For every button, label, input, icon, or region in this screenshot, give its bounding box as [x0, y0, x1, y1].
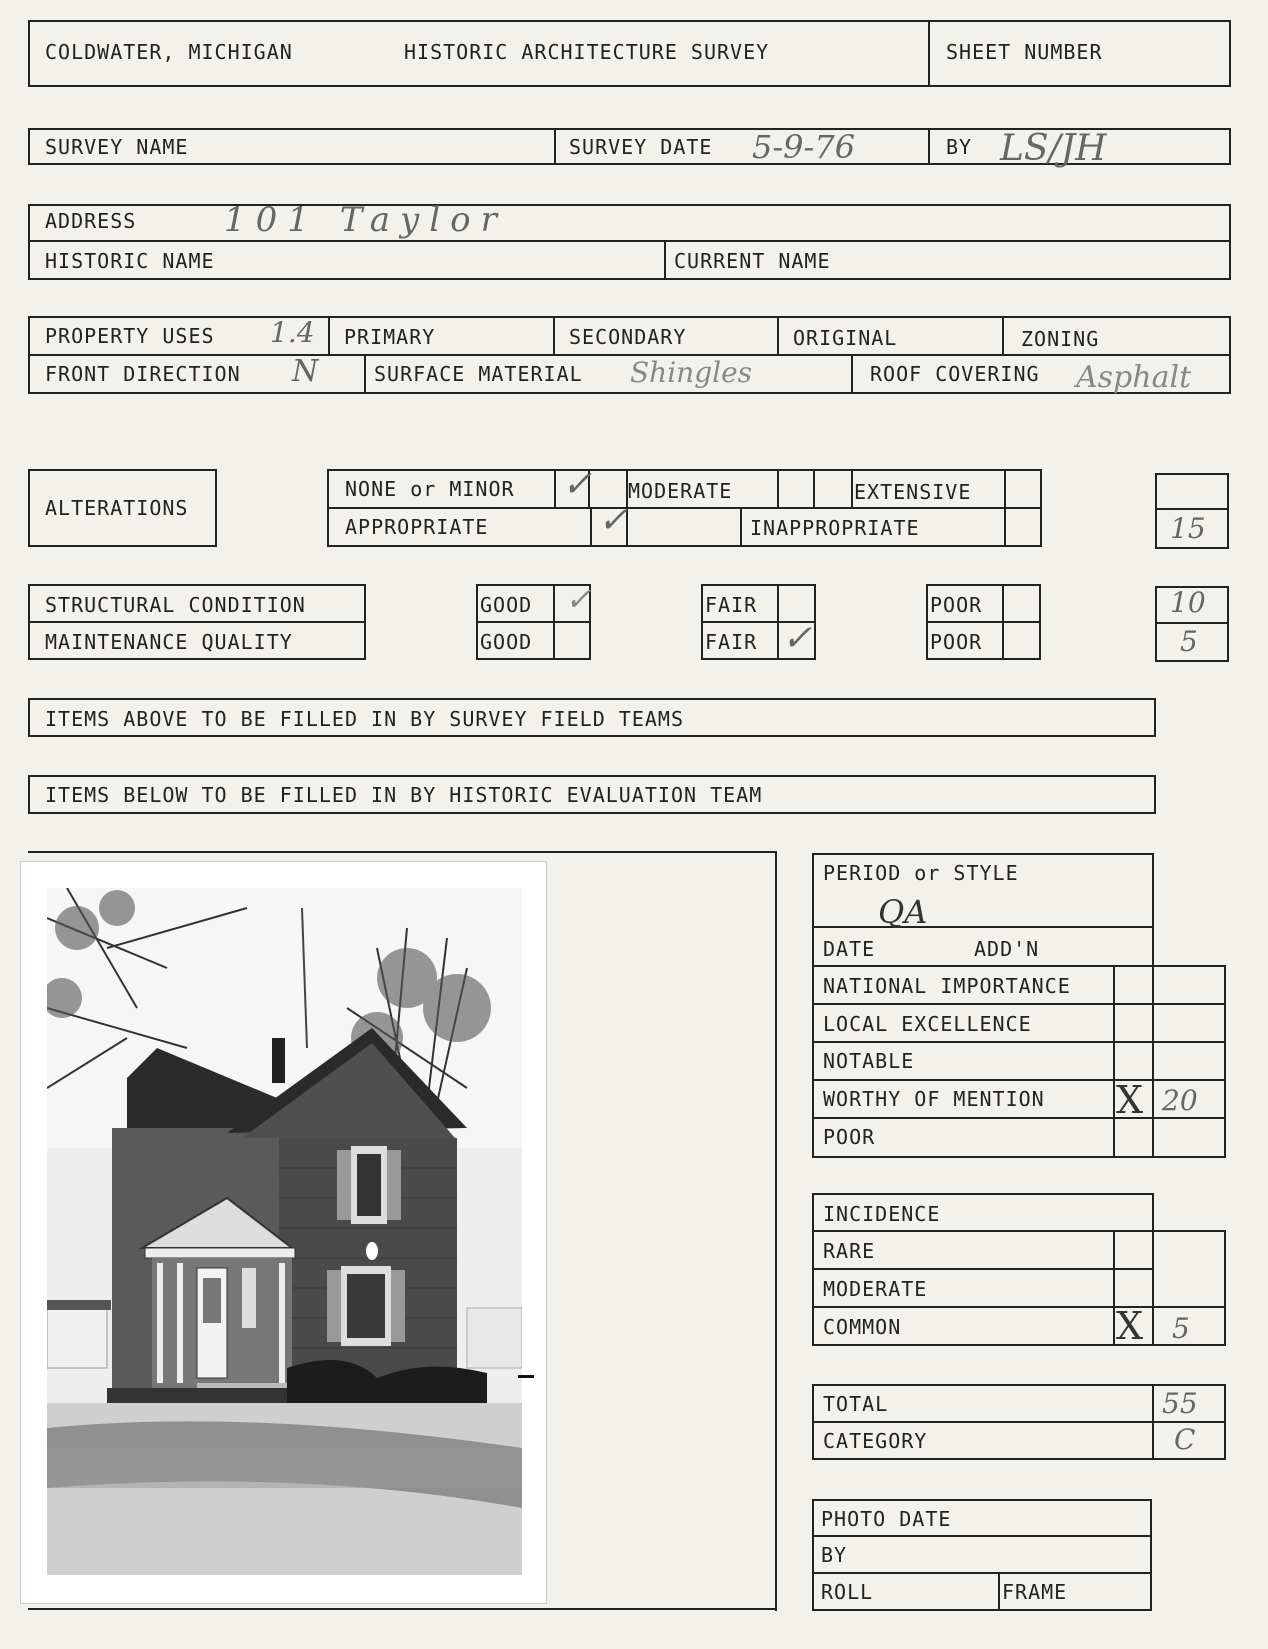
- maintenance-mark: ✓: [782, 618, 813, 659]
- surface-material-label: SURFACE MATERIAL: [374, 362, 583, 386]
- photo-info-row-1: [812, 1535, 1152, 1537]
- sheet-number-divider: [928, 20, 930, 87]
- photo-info-row-2: [812, 1572, 1152, 1574]
- photo-edge-mark: [518, 1375, 534, 1378]
- maintenance-label: MAINTENANCE QUALITY: [45, 630, 293, 654]
- survey-date-label: SURVEY DATE: [569, 135, 713, 159]
- none-minor-mark: ✓: [562, 464, 593, 505]
- roof-covering-label: ROOF COVERING: [870, 362, 1040, 386]
- address-value: 101 Taylor: [224, 200, 507, 240]
- structural-score: 10: [1170, 586, 1206, 619]
- original-label: ORIGINAL: [793, 326, 898, 350]
- alterations-score: 15: [1170, 512, 1206, 545]
- date-label: DATE: [823, 937, 876, 961]
- zoning-label: ZONING: [1021, 327, 1100, 351]
- totals-split: [812, 1421, 1226, 1423]
- secondary-label: SECONDARY: [569, 325, 687, 349]
- survey-divider: [554, 128, 556, 165]
- div-original: [777, 316, 779, 354]
- structural-label: STRUCTURAL CONDITION: [45, 593, 306, 617]
- period-value: QA: [878, 893, 928, 931]
- fair-label-structural: FAIR: [705, 593, 758, 617]
- front-direction-label: FRONT DIRECTION: [45, 362, 241, 386]
- condition-score-split: [1155, 622, 1229, 624]
- imp-row-4: [812, 1117, 1226, 1119]
- alt-div-inappropriate: [740, 507, 742, 547]
- alterations-label: ALTERATIONS: [45, 496, 189, 520]
- primary-label: PRIMARY: [344, 325, 436, 349]
- div-zoning: [1002, 316, 1004, 354]
- roll-frame-divider: [998, 1572, 1000, 1611]
- appropriate-mark: ✓: [598, 500, 629, 541]
- inc-moderate-label: MODERATE: [823, 1277, 928, 1301]
- eval-poor-label: POOR: [823, 1125, 876, 1149]
- city-label: COLDWATER, MICHIGAN: [45, 40, 293, 64]
- photo-date-label: PHOTO DATE: [821, 1507, 952, 1531]
- good-split: [476, 621, 591, 623]
- property-uses-value: 1.4: [270, 316, 315, 349]
- address-label: ADDRESS: [45, 209, 137, 233]
- historic-name-label: HISTORIC NAME: [45, 249, 215, 273]
- worthy-label: WORTHY OF MENTION: [823, 1087, 1045, 1111]
- survey-name-label: SURVEY NAME: [45, 135, 189, 159]
- fair-label-maintenance: FAIR: [705, 630, 758, 654]
- notable-label: NOTABLE: [823, 1049, 915, 1073]
- current-name-divider: [664, 240, 666, 280]
- alt-box-extensive: [1004, 469, 1042, 547]
- common-mark: X: [1116, 1304, 1144, 1348]
- worthy-mark: X: [1116, 1078, 1144, 1122]
- poor-label-structural: POOR: [930, 593, 983, 617]
- address-split: [28, 240, 1231, 242]
- addn-label: ADD'N: [974, 937, 1040, 961]
- house-photo: [20, 861, 547, 1604]
- total-value: 55: [1162, 1387, 1198, 1420]
- good-label-structural: GOOD: [480, 593, 533, 617]
- good-check-col: [553, 584, 555, 660]
- none-minor-label: NONE or MINOR: [345, 477, 515, 501]
- house-photo-image: [47, 888, 522, 1575]
- worthy-score: 20: [1162, 1084, 1198, 1117]
- poor-split: [926, 621, 1041, 623]
- imp-col-1: [1113, 965, 1115, 1158]
- survey-date-value: 5-9-76: [752, 128, 856, 166]
- local-label: LOCAL EXCELLENCE: [823, 1012, 1032, 1036]
- common-score: 5: [1172, 1312, 1190, 1345]
- inc-row-2: [812, 1306, 1226, 1308]
- poor-check-col: [1002, 584, 1004, 660]
- inappropriate-label: INAPPROPRIATE: [750, 516, 920, 540]
- totals-col: [1152, 1384, 1154, 1460]
- by-label: BY: [946, 135, 973, 159]
- period-label: PERIOD or STYLE: [823, 861, 1019, 885]
- frame-label: FRAME: [1002, 1580, 1068, 1604]
- category-label: CATEGORY: [823, 1429, 928, 1453]
- imp-row-3: [812, 1079, 1226, 1081]
- div-primary: [328, 316, 330, 354]
- div-secondary: [553, 316, 555, 354]
- extensive-label: EXTENSIVE: [854, 480, 972, 504]
- property-uses-label: PROPERTY USES: [45, 324, 215, 348]
- inc-row-1: [812, 1268, 1152, 1270]
- div-surface: [364, 354, 366, 394]
- imp-row-1: [812, 1003, 1226, 1005]
- national-label: NATIONAL IMPORTANCE: [823, 974, 1071, 998]
- inc-col-2: [1152, 1230, 1154, 1346]
- survey-divider-by: [928, 128, 930, 165]
- front-direction-value: N: [292, 354, 319, 389]
- alt-div-extensive: [851, 469, 853, 509]
- roll-label: ROLL: [821, 1580, 874, 1604]
- lower-frame-bottom: [28, 1608, 777, 1610]
- form-title: HISTORIC ARCHITECTURE SURVEY: [404, 40, 770, 64]
- total-label: TOTAL: [823, 1392, 889, 1416]
- appropriate-label: APPROPRIATE: [345, 515, 489, 539]
- note-below: ITEMS BELOW TO BE FILLED IN BY HISTORIC EVALUATION TEAM: [45, 783, 763, 807]
- incidence-label: INCIDENCE: [823, 1202, 941, 1226]
- by-value: LS/JH: [1000, 128, 1107, 169]
- sheet-number-label: SHEET NUMBER: [946, 40, 1103, 64]
- rare-label: RARE: [823, 1239, 876, 1263]
- structural-mark: ✓: [565, 580, 592, 618]
- category-value: C: [1174, 1423, 1196, 1456]
- note-above: ITEMS ABOVE TO BE FILLED IN BY SURVEY FIELD TEAMS: [45, 707, 685, 731]
- div-roof: [851, 354, 853, 394]
- alt-row-split: [327, 507, 1042, 509]
- common-label: COMMON: [823, 1315, 902, 1339]
- condition-label-split: [28, 621, 366, 623]
- alterations-score-split: [1155, 508, 1229, 510]
- fair-check-col: [777, 584, 779, 660]
- maintenance-score: 5: [1180, 625, 1198, 658]
- imp-row-2: [812, 1041, 1226, 1043]
- moderate-label: MODERATE: [628, 479, 733, 503]
- imp-col-2: [1152, 965, 1154, 1158]
- inc-col-1: [1113, 1230, 1115, 1346]
- surface-material-value: Shingles: [630, 356, 753, 389]
- roof-covering-value: Asphalt: [1076, 360, 1192, 395]
- current-name-label: CURRENT NAME: [674, 249, 831, 273]
- poor-label-maintenance: POOR: [930, 630, 983, 654]
- photo-by-label: BY: [821, 1543, 848, 1567]
- alt-box-moderate: [777, 469, 815, 509]
- good-label-maintenance: GOOD: [480, 630, 533, 654]
